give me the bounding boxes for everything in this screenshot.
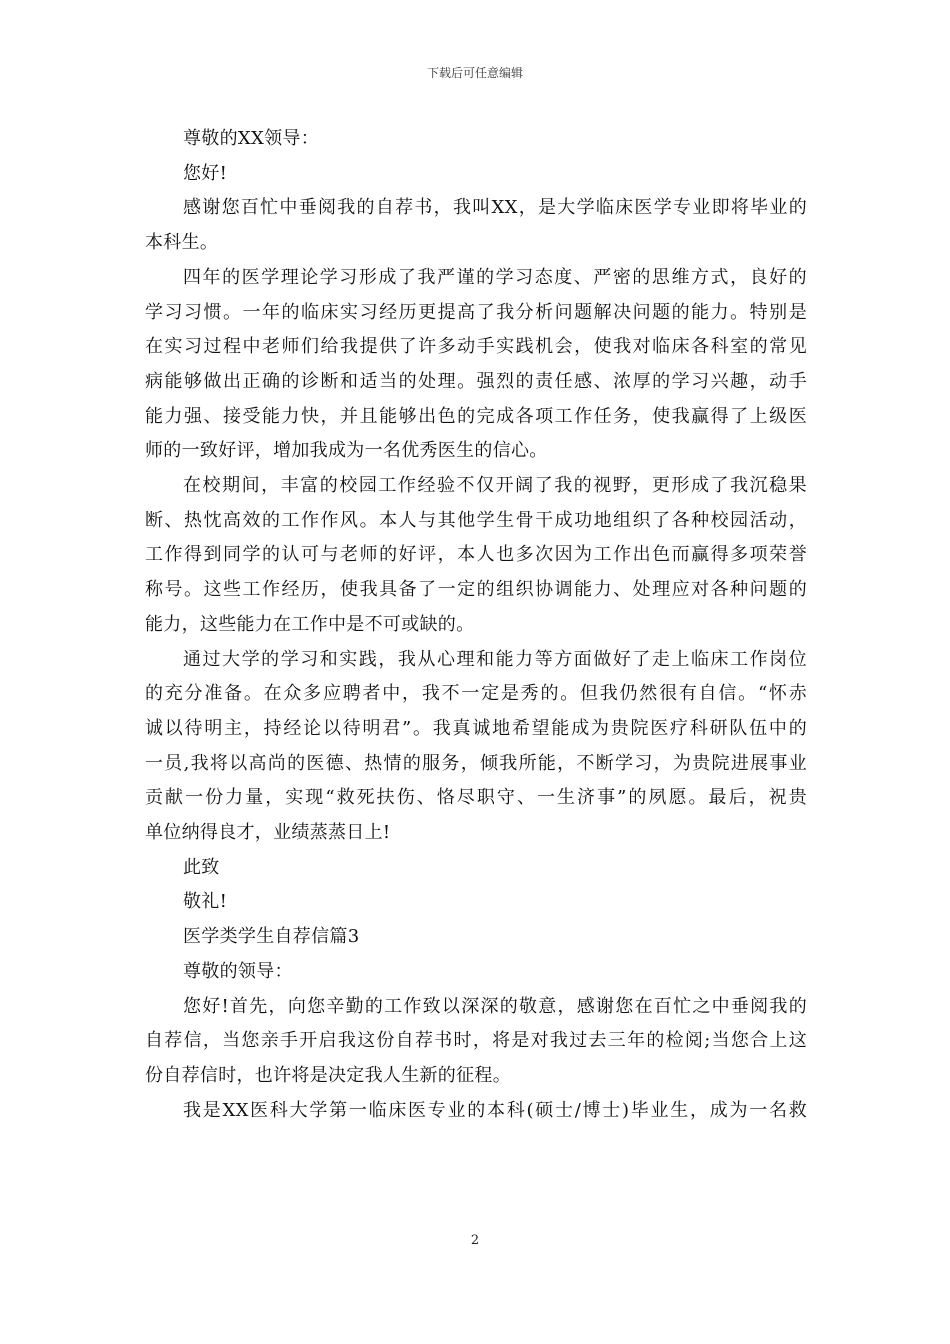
text-line: 份自荐信时，也许将是决定我人生新的征程。 [145, 1064, 511, 1086]
text-line: 我是XX医科大学第一临床医专业的本科(硕士/博士)毕业生，成为一名救 [183, 1099, 807, 1121]
letter-body [145, 122, 807, 1128]
text-line: 称号。这些工作经历，使我具备了一定的组织协调能力、处理应对各种问题的 [145, 579, 807, 601]
text-line: 在校期间，丰富的校园工作经验不仅开阔了我的视野，更形成了我沉稳果 [183, 475, 807, 497]
text-line: 感谢您百忙中垂阅我的自荐书，我叫XX，是大学临床医学专业即将毕业的 [183, 197, 807, 219]
text-line: 断、热忱高效的工作作风。本人与其他学生骨干成功地组织了各种校园活动， [145, 509, 807, 531]
text-line: 能力强、接受能力快，并且能够出色的完成各项工作任务，使我赢得了上级医 [145, 405, 807, 427]
text-line: 尊敬的XX领导： [183, 128, 320, 149]
text-line: 单位纳得良才，业绩蒸蒸日上! [145, 822, 391, 844]
text-line: 您好! [183, 162, 228, 184]
text-line: 诚以待明主，持经论以待明君”。我真诚地希望能成为贵院医疗科研队伍中的 [145, 717, 807, 739]
page-header-note: 下载后可任意编辑 [426, 66, 523, 80]
text-line: 四年的医学理论学习形成了我严谨的学习态度、严密的思维方式，良好的 [183, 266, 807, 288]
text-line: 学习习惯。一年的临床实习经历更提高了我分析问题解决问题的能力。特别是 [145, 301, 807, 323]
text-line: 工作得到同学的认可与老师的好评，本人也多次因为工作出色而赢得多项荣誉 [145, 544, 807, 566]
text-line: 敬礼! [183, 891, 228, 913]
text-line: 的充分准备。在众多应聘者中，我不一定是秀的。但我仍然很有自信。“怀赤 [145, 683, 807, 705]
page-number: 2 [470, 1233, 480, 1248]
text-line: 尊敬的领导： [183, 960, 293, 982]
text-line: 您好!首先，向您辛勤的工作致以深深的敬意，感谢您在百忙之中垂阅我的 [183, 995, 807, 1017]
text-line: 贡献一份力量，实现“救死扶伤、恪尽职守、一生济事”的夙愿。最后，祝贵 [145, 787, 807, 809]
text-line: 能力，这些能力在工作中是不可或缺的。 [145, 613, 475, 635]
text-line: 通过大学的学习和实践，我从心理和能力等方面做好了走上临床工作岗位 [183, 648, 807, 670]
text-line: 一员,我将以高尚的医德、热情的服务，倾我所能，不断学习，为贵院进展事业 [145, 752, 807, 774]
text-line: 在实习过程中老师们给我提供了许多动手实践机会，使我对临床各科室的常见 [145, 336, 807, 358]
text-line: 病能够做出正确的诊断和适当的处理。强烈的责任感、浓厚的学习兴趣，动手 [145, 370, 807, 392]
text-line: 自荐信，当您亲手开启我这份自荐书时，将是对我过去三年的检阅;当您合上这 [145, 1030, 807, 1052]
text-line: 医学类学生自荐信篇3 [183, 926, 360, 948]
text-line: 师的一致好评，增加我成为一名优秀医生的信心。 [145, 440, 548, 462]
text-line: 本科生。 [145, 232, 219, 254]
text-line: 此致 [183, 856, 220, 878]
